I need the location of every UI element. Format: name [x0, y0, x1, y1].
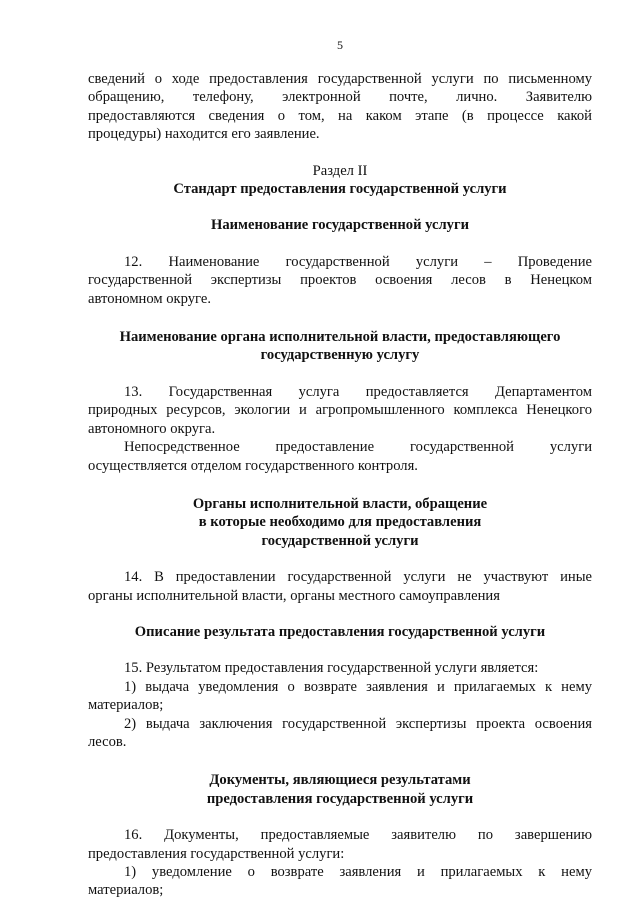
page-number: 5 — [337, 38, 343, 52]
heading-organs-line-2: в которые необходимо для предоставления — [198, 514, 482, 531]
p15-item-2-line-1: 2) выдача заключения государственной экспертизы проекта освоения — [124, 715, 592, 732]
p13-line-1: 13. Государственная услуга предоставляется Департаментом — [124, 383, 592, 400]
paragraph-13 — [88, 383, 592, 475]
intro-line-3: предоставляются сведения о том, на каком этапе (в процессе какой — [88, 107, 592, 124]
p16-line-2: предоставления государственной услуги: — [88, 845, 345, 862]
p15-item-2-line-2: лесов. — [88, 733, 127, 750]
p16-item-1-line-2: материалов; — [88, 882, 164, 899]
p15-item-1-line-1: 1) выдача уведомления о возврате заявления и прилагаемых к нему — [124, 678, 592, 695]
p13b-line-2: осуществляется отделом государственного контроля. — [88, 457, 418, 474]
intro-line-2: обращению, телефону, электронной почте, лично. Заявителю — [88, 89, 592, 106]
p15-item-1-line-2: материалов; — [88, 697, 164, 714]
p15-intro: 15. Результатом предоставления государственной услуги является: — [124, 660, 539, 677]
heading-service-name: Наименование государственной услуги — [211, 217, 469, 234]
intro-line-4: процедуры) находится его заявление. — [88, 126, 320, 143]
heading-result: Описание результата предоставления государственной услуги — [134, 623, 546, 640]
p12-line-1: 12. Наименование государственной услуги – Проведение — [124, 253, 592, 270]
paragraph-15 — [88, 659, 592, 751]
p16-line-1: 16. Документы, предоставляемые заявителю по завершению — [124, 827, 592, 844]
intro-paragraph — [88, 70, 592, 144]
section-label: Раздел II — [312, 162, 368, 179]
heading-organs-line-3: государственной услуги — [261, 532, 419, 549]
p12-line-3: автономном округе. — [88, 290, 211, 307]
heading-organ-line-1: Наименование органа исполнительной власти, предоставляющего — [119, 329, 561, 346]
p12-line-2: государственной экспертизы проектов освоения лесов в Ненецком — [88, 272, 592, 289]
p14-line-1: 14. В предоставлении государственной услуги не участвуют иные — [124, 569, 592, 586]
intro-line-1: сведений о ходе предоставления государственной услуги по письменному — [88, 71, 592, 87]
p13-line-3: автономного округа. — [88, 420, 216, 437]
paragraph-14 — [88, 568, 592, 605]
p13-line-2: природных ресурсов, экологии и агропромышленного комплекса Ненецкого — [88, 402, 592, 419]
p13b-line-1: Непосредственное предоставление государственной услуги — [124, 439, 592, 456]
p14-line-2: органы исполнительной власти, органы местного самоуправления — [88, 587, 500, 604]
p16-item-1-line-1: 1) уведомление о возврате заявления и прилагаемых к нему — [124, 864, 592, 880]
heading-docs-line-2: предоставления государственной услуги — [206, 790, 474, 807]
heading-docs-line-1: Документы, являющиеся результатами — [209, 772, 471, 789]
heading-organs-line-1: Органы исполнительной власти, обращение — [192, 495, 488, 512]
section-title: Стандарт предоставления государственной услуги — [173, 181, 507, 198]
heading-organ-line-2: государственную услугу — [260, 347, 420, 364]
paragraph-12 — [88, 253, 592, 308]
paragraph-16 — [88, 826, 592, 900]
